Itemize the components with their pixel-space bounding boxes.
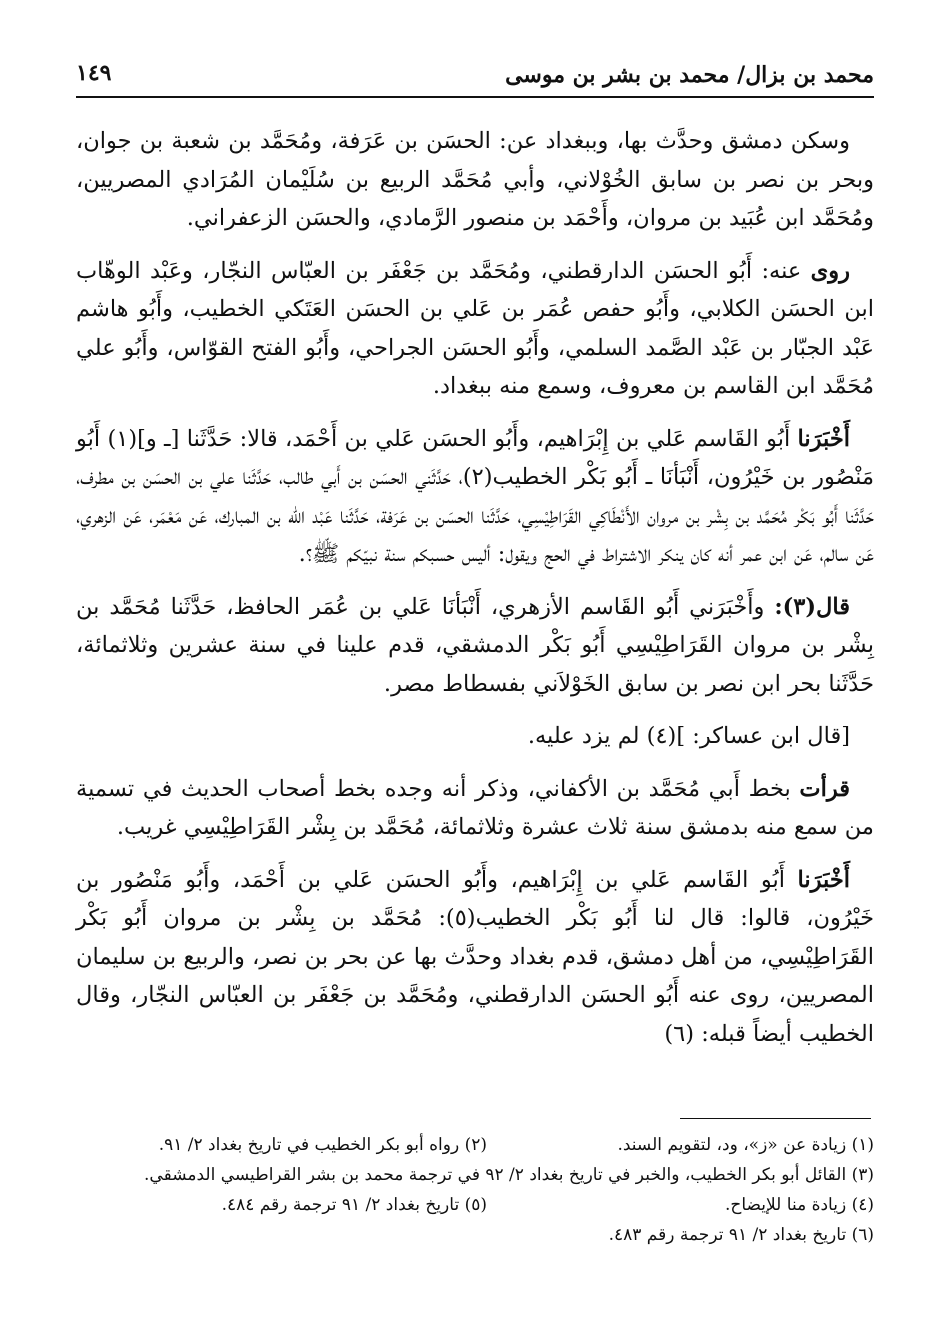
main-text [76, 122, 874, 1067]
footnote: (١) زيادة عن «ز»، ود، لتقويم السند. [617, 1135, 874, 1155]
paragraph-text: وسكن دمشق وحدَّث بها، وببغداد عن: الحسَن بن عَرَفة، ومُحَمَّد بن شعبة بن جوان، وبحر بن نصر بن سابق الخُوْلاني، وأبي مُحَمَّد الربيع بن سُلَيْمان المُرَادي المصريين، ومُحَمَّد ابن عُبَيد بن مروان، وأَحْمَد بن منصور الرَّمادي، والحسَن الزعفراني. [76, 128, 874, 231]
paragraph [76, 717, 874, 756]
footnote-row [100, 1190, 874, 1220]
footnote: (٥) تاريخ بغداد ٢/ ٩١ ترجمة رقم ٤٨٤. [221, 1195, 487, 1215]
running-title: محمد بن بزال/ محمد بن بشر بن موسى [505, 62, 874, 88]
paragraph-text: أَبُو القَاسم عَلي بن إِبْرَاهيم، وأَبُو الحسَن عَلي بن أَحْمَد، قالا: حَدَّثَنا [ـ و](١) أَبُو مَنْصُور بن خَيْرُون، أَنْبَأنَا ـ أَبُو بَكْر الخطيب(٢)، حَدَّثَني الحسَن بن أَبي طالب، حَدَّثَنا علي بن الحسَن بن مطرف، حَدَّثَنا أَبُو بَكْر مُحَمَّد بن بِشْر بن مروان الأَنْطَاكِي القَرَاطِيْسِي، حَدَّثَنا الحسَن بن عَرَفة، حَدَّثَنا عَبْد اللّه بن المبارك، عَن مَعْمَر، عَن الزهري، عَن سالم، عَن ابن عمر أنه كان ينكر الاشتراط في الحج ويقول: أليس حسبكم سنة نبيّكم ﷺ؟. [76, 425, 874, 567]
paragraph-text: عنه: أَبُو الحسَن الدارقطني، ومُحَمَّد بن جَعْفَر بن العبّاس النجّار، وعَبْد الوهّاب ابن الحسَن الكلابي، وأَبُو حفص عُمَر بن عَلي بن الحسَن العَتَكي الخطيب، وأَبُو هاشم عَبْد الجبّار بن عَبْد الصَّمد السلمي، وأَبُو الحسَن الجراحي، وأَبُو الفتح القوّاس، وأَبُو علي مُحَمَّد ابن القاسم بن معروف، وسمع منه ببغداد. [76, 257, 874, 399]
footnote: (٢) رواه أبو بكر الخطيب في تاريخ بغداد ٢/ ٩١. [158, 1135, 487, 1155]
footnote: (٤) زيادة منا للإيضاح. [725, 1195, 874, 1215]
footnote: (٣) القائل أبو بكر الخطيب، والخبر في تاريخ بغداد ٢/ ٩٢ في ترجمة محمد بن بشر القراطيسي الدمشقي. [144, 1165, 874, 1185]
footnote-divider [680, 1118, 871, 1119]
footnote-row [100, 1130, 874, 1160]
paragraph [76, 420, 874, 574]
paragraph-text: بخط أَبي مُحَمَّد بن الأكفاني، وذكر أنه وجده بخط أصحاب الحديث في تسمية من سمع منه بدمشق سنة ثلاث عشرة وثلاثمائة، مُحَمَّد بن بِشْر القَرَاطِيْسِي غريب. [76, 775, 874, 840]
paragraph-lead: روى [810, 257, 850, 284]
footnotes [100, 1130, 874, 1250]
paragraph [76, 252, 874, 406]
footnote: (٦) تاريخ بغداد ٢/ ٩١ ترجمة رقم ٤٨٣. [608, 1225, 874, 1245]
paragraph-text: [قال ابن عساكر: ](٤) لم يزد عليه. [527, 723, 850, 749]
paragraph [76, 122, 874, 238]
paragraph-lead: أَخْبَرَنا [797, 866, 850, 893]
paragraph [76, 770, 874, 847]
paragraph-lead: قرأت [799, 775, 850, 802]
footnote-row [100, 1220, 874, 1250]
paragraph-lead: أَخْبَرَنا [797, 425, 850, 452]
page-header [76, 56, 874, 98]
page-number: ١٤٩ [76, 60, 112, 86]
paragraph-text: وأَخْبَرَني أَبُو القَاسم الأزهري، أَنْبَأنَا عَلي بن عُمَر الحافظ، حَدَّثَنا مُحَمَّد بن بِشْر بن مروان القَرَاطِيْسِي أَبُو بَكْر الدمشقي، قدم علينا في سنة عشرين وثلاثمائة، حَدَّثَنا بحر ابن نصر بن سابق الخَوْلاَني بفسطاط مصر. [76, 593, 874, 697]
paragraph-lead: قال(٣): [774, 593, 850, 620]
paragraph [76, 861, 874, 1054]
paragraph [76, 588, 874, 704]
footnote-row [100, 1160, 874, 1190]
paragraph-text: أَبُو القَاسم عَلي بن إِبْرَاهيم، وأَبُو الحسَن عَلي بن أَحْمَد، وأَبُو مَنْصُور بن خَيْرُون، قالوا: قال لنا أَبُو بَكْر الخطيب(٥): مُحَمَّد بن بِشْر بن مروان أَبُو بَكْر القَرَاطِيْسِي، من أهل دمشق، قدم بغداد وحدَّث بها عن بحر بن نصر، والربيع بن سليمان المصريين، روى عنه أَبُو الحسَن الدارقطني، ومُحَمَّد بن جَعْفَر بن العبّاس النجّار، وقال الخطيب أيضاً قبله: (٦) [76, 866, 874, 1047]
